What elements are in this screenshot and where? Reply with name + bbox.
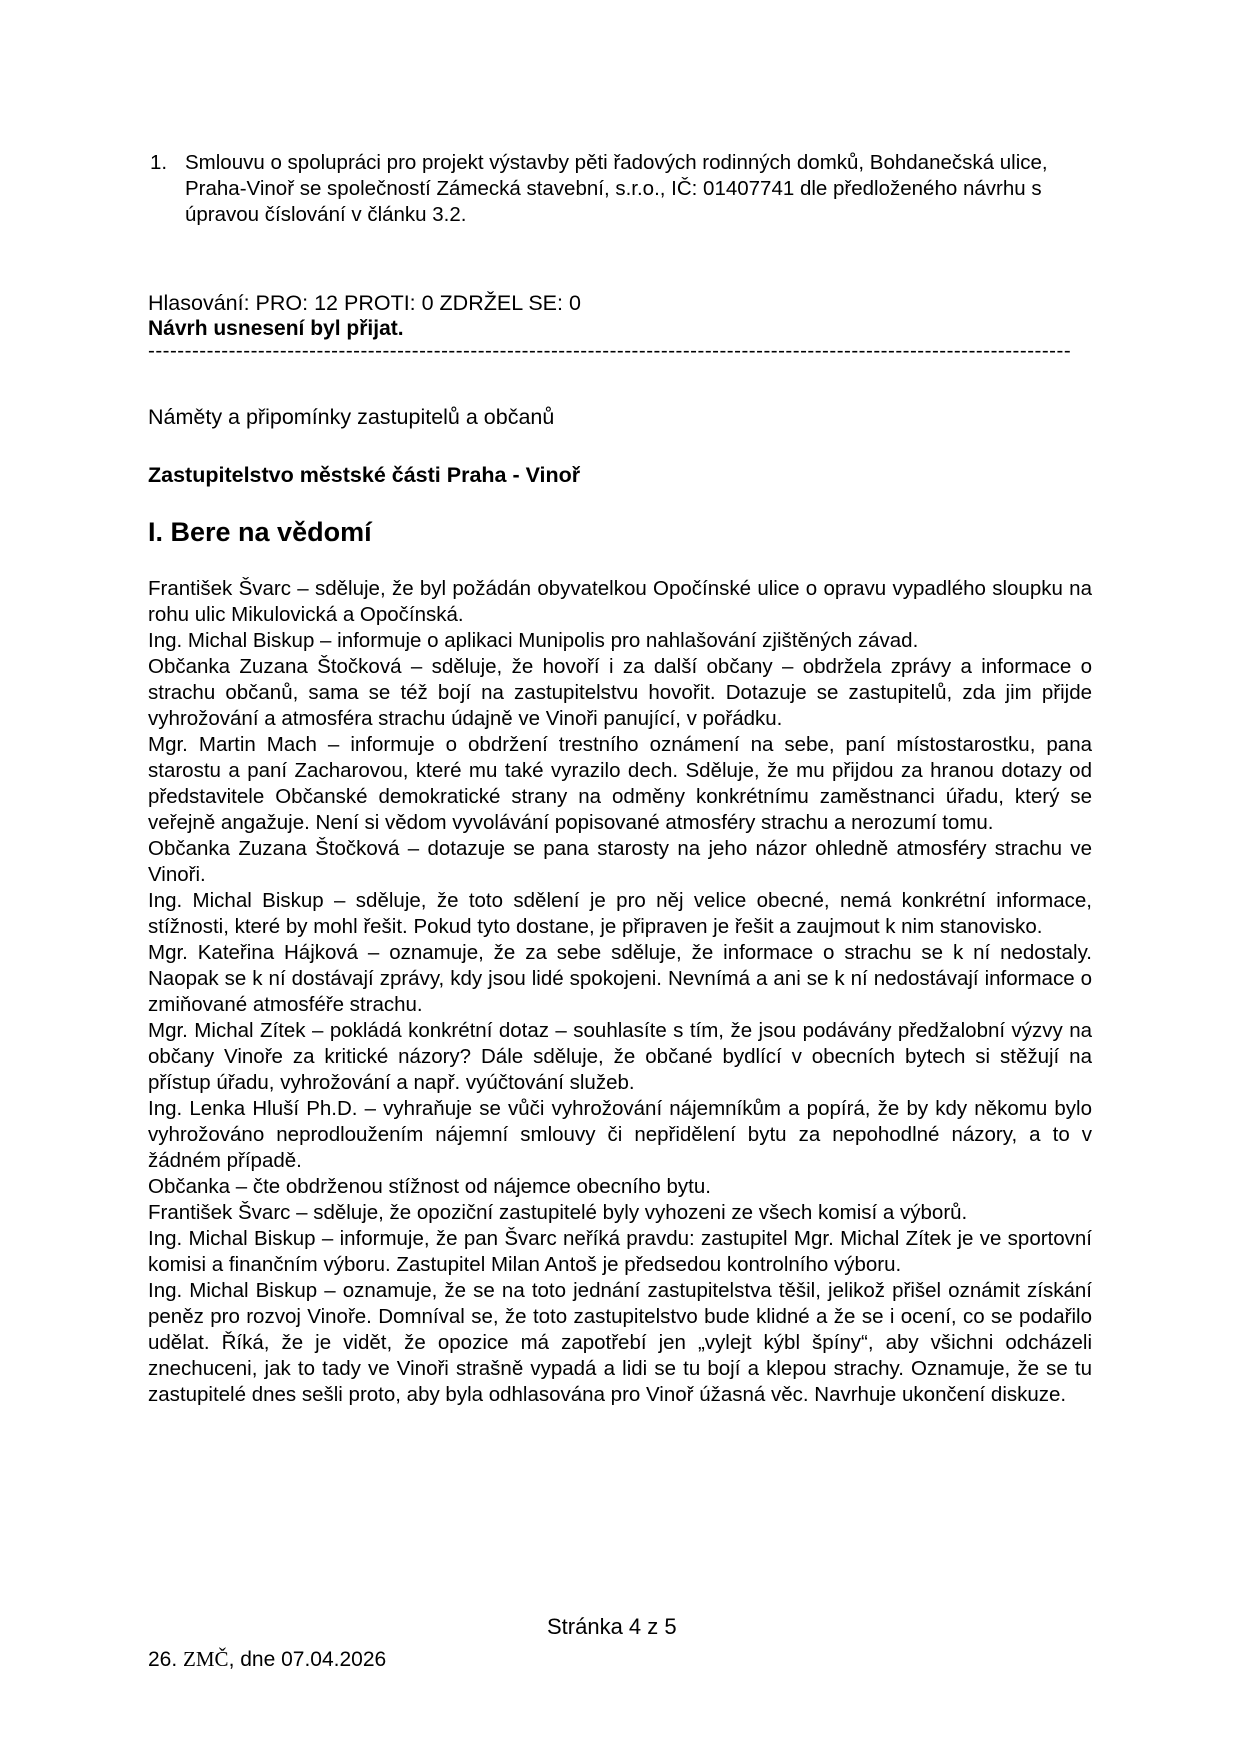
document-page [148,150,1092,1408]
section-title: Náměty a připomínky zastupitelů a občanů [148,405,555,429]
resolution-accepted: Návrh usnesení byl přijat. [148,317,404,340]
page-number: Stránka 4 z 5 [547,1614,677,1639]
discussion-list [148,576,1092,1408]
separator-line: ------------------------------------------------------------------------------------------------------------------------------ [148,342,1072,362]
discussion-paragraph: Mgr. Martin Mach – informuje o obdržení trestního oznámení na sebe, paní místostarostku, pana starostu a paní Zacharovou, které mu také vyrazilo dech. Sděluje, že mu přijdou za hranou dotazy od představitele Občanské demokratické strany na odměny konkrétnímu zaměstnanci úřadu, který se veřejně angažuje. Není si vědom vyvolávání popisované atmosféry strachu a nerozumí tomu. [148,733,1092,834]
discussion-paragraph: Ing. Michal Biskup – informuje o aplikaci Munipolis pro nahlašování zjištěných závad. [148,629,919,652]
meeting-date: , dne 07.04.2026 [228,1648,387,1671]
discussion-paragraph: Mgr. Michal Zítek – pokládá konkrétní dotaz – souhlasíte s tím, že jsou podávány předžalobní výzvy na občany Vinoře za kritické názory? Dále sděluje, že občané bydlící v obecních bytech si stěžují na přístup úřadu, vyhrožování a např. vyúčtování služeb. [148,1019,1092,1094]
discussion-paragraph: Mgr. Kateřina Hájková – oznamuje, že za sebe sděluje, že informace o strachu se k ní nedostaly. Naopak se k ní dostávají zprávy, kdy jsou lidé spokojeni. Nevnímá a ani se k ní nedostávají informace o zmiňované atmosféře strachu. [148,941,1092,1016]
section-heading: I. Bere na vědomí [148,517,372,547]
discussion-paragraph: Ing. Michal Biskup – sděluje, že toto sdělení je pro něj velice obecné, nemá konkrétní informace, stížnosti, které by mohl řešit. Pokud tyto dostane, je připraven je řešit a zaujmout k nim stanovisko. [148,889,1092,938]
discussion-paragraph: Ing. Michal Biskup – oznamuje, že se na toto jednání zastupitelstva těšil, jelikož přišel oznámit získání peněz pro rozvoj Vinoře. Domníval se, že toto zastupitelstvo bude klidné a že se i ocení, co se podařilo udělat. Říká, že je vidět, že opozice má zapotřebí jen „vylejt kýbl špíny“, aby všichni odcházeli znechuceni, jak to tady ve Vinoři strašně vypadá a lidi se tu bojí a klepou strachy. Oznamuje, že se tu zastupitelé dnes sešli proto, aby byla odhlasována pro Vinoř úžasná věc. Navrhuje ukončení diskuze. [148,1279,1092,1406]
vote-result-line: Hlasování: PRO: 12 PROTI: 0 ZDRŽEL SE: 0 [148,291,581,315]
resolution-item [148,150,1092,228]
discussion-paragraph: Ing. Michal Biskup – informuje, že pan Švarc neříká pravdu: zastupitel Mgr. Michal Zítek je ve sportovní komisi a finančním výboru. Zastupitel Milan Antoš je předsedou kontrolního výboru. [148,1227,1092,1276]
meeting-number: 26. [148,1648,178,1671]
meeting-abbreviation: ZMČ [183,1647,229,1671]
discussion-paragraph: František Švarc – sděluje, že opoziční zastupitelé byly vyhozeni ze všech komisí a výborů. [148,1201,968,1224]
meeting-footer [148,1647,386,1672]
item-text: Smlouvu o spolupráci pro projekt výstavby pěti řadových rodinných domků, Bohdanečská ulice, Praha-Vinoř se společností Zámecká stavební, s.r.o., IČ: 01407741 dle předloženého návrhu s úpravou číslování v článku 3.2. [185,151,1048,226]
item-number: 1. [150,151,168,174]
discussion-paragraph: Občanka Zuzana Štočková – sděluje, že hovoří i za další občany – obdržela zprávy a informace o strachu občanů, sama se též bojí na zastupitelstvu hovořit. Dotazuje se zastupitelů, zda jim přijde vyhrožování a atmosféra strachu údajně ve Vinoři panující, v pořádku. [148,655,1092,730]
discussion-paragraph: František Švarc – sděluje, že byl požádán obyvatelkou Opočínské ulice o opravu vypadlého sloupku na rohu ulic Mikulovická a Opočínská. [148,577,1092,626]
discussion-paragraph: Občanka – čte obdrženou stížnost od nájemce obecního bytu. [148,1175,711,1198]
discussion-paragraph: Ing. Lenka Hluší Ph.D. – vyhraňuje se vůči vyhrožování nájemníkům a popírá, že by kdy někomu bylo vyhrožováno neprodloužením nájemní smlouvy či nepřidělení bytu za nepohodlné názory, a to v žádném případě. [148,1097,1092,1172]
discussion-paragraph: Občanka Zuzana Štočková – dotazuje se pana starosty na jeho názor ohledně atmosféry strachu ve Vinoři. [148,837,1092,886]
council-title: Zastupitelstvo městské části Praha - Vinoř [148,463,581,487]
